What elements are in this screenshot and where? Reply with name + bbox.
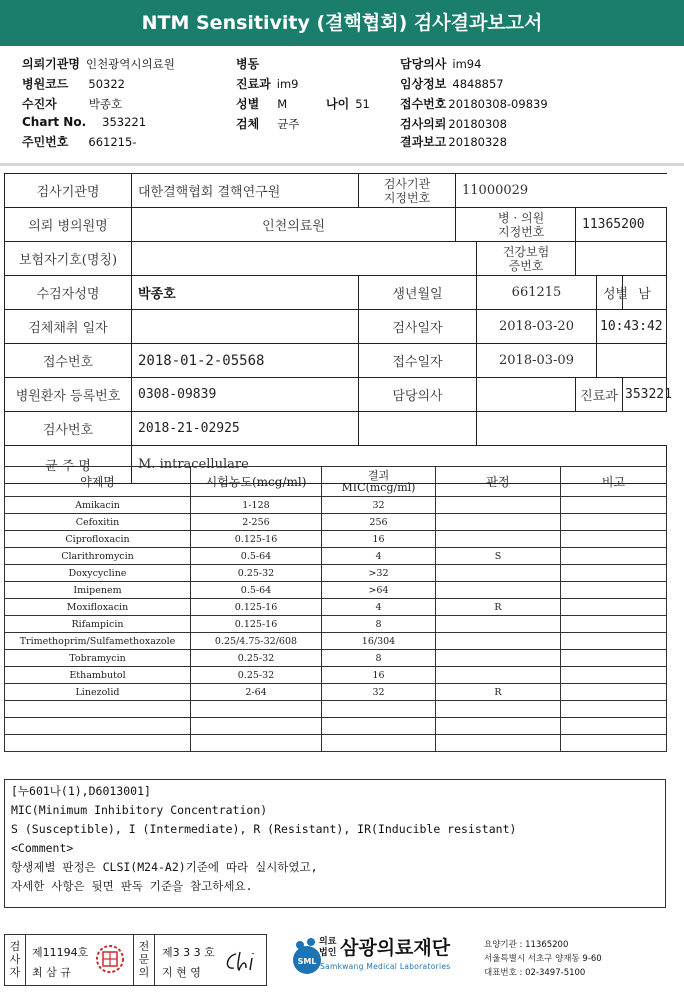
collect-label: 검체채취 일자 [5,310,132,344]
drug-cell-mic: 4 [322,599,436,616]
drug-cell-interp: R [436,684,561,701]
receipt-date-label: 접수일자 [359,344,477,378]
drug-cell-interp [436,701,561,718]
tester-name: 최 삼 규 [32,966,71,979]
header-specimen: 검체 균주 [236,117,300,131]
drug-cell-note [561,650,667,667]
drug-cell-note [561,582,667,599]
header-clinical: 임상정보 4848857 [400,77,504,91]
divider [133,934,134,986]
drug-cell-note [561,735,667,752]
drug-cell-conc: 0.5-64 [191,548,322,565]
hospital-code-label: 병 · 의원 지정번호 [456,208,576,242]
drug-cell-drug: Ethambutol [5,667,191,684]
patient-value: 박종호 [132,276,359,310]
drug-cell-interp [436,718,561,735]
header-report-date: 결과보고 20180328 [400,135,507,149]
dept-label: 진료과 [576,378,623,412]
sex-label: 성별 [597,276,623,310]
drug-cell-conc: 2-256 [191,514,322,531]
doctor-label: 담당의사 [359,378,477,412]
test-date-label: 검사일자 [359,310,477,344]
drug-cell-mic: 16 [322,531,436,548]
divider [25,934,26,986]
comment-line: 자세한 사항은 뒷면 판독 기준을 참고하세요. [11,879,253,893]
lab-code-label: 검사기관 지정번호 [359,174,456,208]
comment-line: S (Susceptible), I (Intermediate), R (Resistant), IR(Inducible resistant) [11,822,517,836]
drug-cell-mic [322,735,436,752]
sex-value: 남 [623,276,667,310]
drug-cell-interp [436,497,561,514]
drug-cell-conc: 0.125-16 [191,616,322,633]
drug-cell-mic: 16 [322,667,436,684]
tester-label: 검사자 [9,940,21,979]
doctor-value [477,378,576,412]
drug-cell-interp: S [436,548,561,565]
header-request-date: 검사의뢰 20180308 [400,117,507,131]
header-sex: 성별 M [236,97,288,111]
logo-text: SML [297,957,317,966]
drug-cell-mic: 8 [322,616,436,633]
test-time-value: 10:43:42 [597,310,667,344]
table-row [5,548,667,565]
drug-cell-interp: R [436,599,561,616]
drug-cell-note [561,667,667,684]
collect-value [132,310,359,344]
receipt-date-value: 2018-03-09 [477,344,597,378]
comment-line: [누601나(1),D6013001] [11,784,151,798]
drug-cell-mic: 4 [322,548,436,565]
drug-cell-conc [191,718,322,735]
drug-cell-conc: 1-128 [191,497,322,514]
drug-cell-conc: 0.25-32 [191,650,322,667]
table-row [5,684,667,701]
drug-cell-conc [191,701,322,718]
comment-line: 항생제별 판정은 CLSI(M24-A2)기준에 따라 실시하였고, [11,860,318,874]
dob-label: 생년월일 [359,276,477,310]
test-no-label: 검사번호 [5,412,132,446]
header-doctor: 담당의사 im94 [400,57,482,71]
drug-cell-mic: >32 [322,565,436,582]
table-row [5,582,667,599]
registration-label: 병원환자 등록번호 [5,378,132,412]
drug-cell-conc: 0.25-32 [191,667,322,684]
dept-value: 353221 [623,378,667,412]
drug-cell-drug [5,735,191,752]
drug-cell-note [561,718,667,735]
patient-label: 수검자성명 [5,276,132,310]
mic-header: 결괴 MIC(mcg/ml) [322,467,436,497]
interp-header: 판정 [436,467,561,497]
registration-value: 0308-09839 [132,378,359,412]
divider [154,934,155,986]
specialist-name: 지 현 영 [162,966,201,979]
health-no-value [576,242,667,276]
drug-cell-interp [436,650,561,667]
drug-cell-note [561,701,667,718]
drug-cell-mic: 32 [322,497,436,514]
org-english: Samkwang Medical Laboratories [320,962,451,971]
drug-cell-interp [436,531,561,548]
drug-cell-mic: 32 [322,684,436,701]
drug-cell-note [561,616,667,633]
table-row [5,599,667,616]
insured-value [132,242,477,276]
org-name: 삼광의료재단 [340,937,451,959]
drug-cell-drug: Linezolid [5,684,191,701]
table-row [5,667,667,684]
drug-cell-mic [322,701,436,718]
specialist-label: 전문의 [138,940,150,979]
drug-table [4,466,667,752]
drug-cell-interp [436,735,561,752]
drug-cell-conc: 0.125-16 [191,599,322,616]
report-title: NTM Sensitivity (결핵협회) 검사결과보고서 [0,0,684,46]
drug-cell-note [561,531,667,548]
drug-cell-drug: Imipenem [5,582,191,599]
drug-cell-note [561,497,667,514]
header-ward: 병동 [236,57,260,71]
hospital-label: 의뢰 병의원명 [5,208,132,242]
comment-line: <Comment> [11,841,74,855]
drug-header: 약제명 [5,467,191,497]
header-hospital-code: 병원코드 50322 [22,77,125,91]
lab-label: 검사기관명 [5,174,132,208]
drug-cell-note [561,514,667,531]
drug-cell-interp [436,633,561,650]
insured-label: 보험자기호(명칭) [5,242,132,276]
receipt-value: 2018-01-2-05568 [132,344,359,378]
drug-cell-conc: 0.125-16 [191,531,322,548]
drug-cell-drug: Tobramycin [5,650,191,667]
drug-cell-note [561,599,667,616]
receipt-label: 접수번호 [5,344,132,378]
table-row [5,735,667,752]
drug-cell-drug: Cefoxitin [5,514,191,531]
hospital-code-value: 11365200 [576,208,667,242]
drug-cell-conc: 0.5-64 [191,582,322,599]
drug-cell-mic: 8 [322,650,436,667]
header-resident-no: 주민번호 661215- [22,135,137,149]
drug-cell-mic: 16/304 [322,633,436,650]
info-table [4,173,672,484]
drug-cell-interp [436,582,561,599]
drug-cell-drug: Clarithromycin [5,548,191,565]
lab-code-value: 11000029 [456,174,667,208]
drug-cell-interp [436,667,561,684]
test-no-empty2 [477,412,667,446]
lab-value: 대한결핵협회 결핵연구원 [132,174,359,208]
hospital-value: 인천의료원 [132,208,456,242]
drug-cell-mic: 256 [322,514,436,531]
header-receipt-no: 접수번호 20180308-09839 [400,97,548,111]
drug-cell-note [561,684,667,701]
strain-label: 균 주 명 [5,446,132,484]
org-address: 서울특별시 서초구 양재동 9-60 [484,954,602,964]
drug-cell-drug: Doxycycline [5,565,191,582]
drug-cell-note [561,633,667,650]
drug-cell-conc: 0.25/4.75-32/608 [191,633,322,650]
conc-header: 시험농도(mcg/ml) [191,467,322,497]
header-chart-no: Chart No. 353221 [22,115,147,129]
test-no-empty [359,412,477,446]
drug-cell-mic: >64 [322,582,436,599]
table-row [5,531,667,548]
comment-box [4,779,666,908]
drug-cell-drug: Ciprofloxacin [5,531,191,548]
specialist-number: 제3 3 3 호 [162,946,215,959]
health-no-label: 건강보험 증번호 [477,242,576,276]
test-date-value: 2018-03-20 [477,310,597,344]
drug-cell-note [561,548,667,565]
org-code: 요양기관 : 11365200 [484,940,569,950]
drug-cell-note [561,565,667,582]
table-row [5,650,667,667]
table-row [5,718,667,735]
org-prefix: 의료 법인 [319,937,337,958]
table-row [5,497,667,514]
drug-cell-interp [436,565,561,582]
seal-stamp [95,942,125,976]
drug-cell-conc [191,735,322,752]
header-dept: 진료과 im9 [236,77,299,91]
drug-cell-drug: Amikacin [5,497,191,514]
drug-cell-drug: Moxifloxacin [5,599,191,616]
drug-cell-drug [5,701,191,718]
strain-value: M. intracellulare [132,446,667,484]
header-org: 의뢰기관명 인천광역시의료원 [22,57,175,71]
drug-cell-drug [5,718,191,735]
separator [0,163,684,166]
drug-cell-conc: 2-64 [191,684,322,701]
org-phone: 대표번호 : 02-3497-5100 [484,968,586,978]
table-row [5,616,667,633]
drug-cell-conc: 0.25-32 [191,565,322,582]
drug-cell-drug: Trimethoprim/Sulfamethoxazole [5,633,191,650]
table-row [5,701,667,718]
table-row [5,565,667,582]
test-no-value: 2018-21-02925 [132,412,359,446]
header-patient: 수진자 박종호 [22,97,123,111]
drug-cell-interp [436,616,561,633]
drug-cell-interp [436,514,561,531]
note-header: 비고 [561,467,667,497]
header-age: 나이 51 [326,97,370,111]
dob-value: 661215 [477,276,597,310]
drug-cell-mic [322,718,436,735]
table-row [5,514,667,531]
drug-cell-drug: Rifampicin [5,616,191,633]
signature-mark [222,948,262,976]
table-row [5,633,667,650]
tester-number: 제11194호 [32,946,89,959]
comment-line: MIC(Minimum Inhibitory Concentration) [11,803,268,817]
drug-rows [5,497,667,752]
receipt-date-empty [597,344,667,378]
